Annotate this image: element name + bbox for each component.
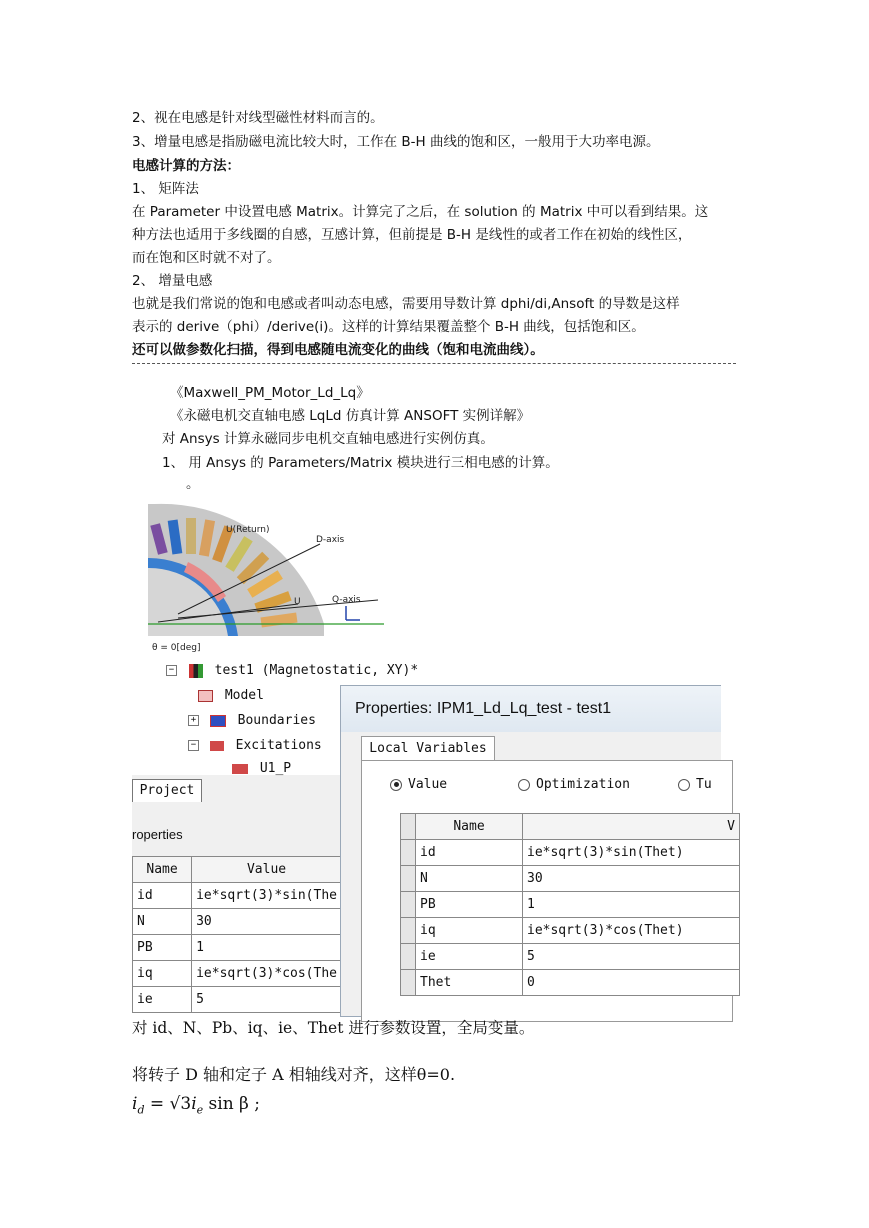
cell-value[interactable]: 30: [192, 909, 342, 935]
formula-id: [132, 1094, 260, 1116]
model-icon: [198, 690, 213, 702]
table-row[interactable]: [133, 909, 342, 935]
table-row[interactable]: [133, 935, 342, 961]
cell-name: Thet: [416, 970, 523, 996]
paragraph-incremental-inductance: 3、增量电感是指励磁电流比较大时，工作在 B-H 曲线的饱和区，一般用于大功率电源。: [132, 134, 660, 150]
radio-selected-icon: [390, 779, 402, 791]
cell-value[interactable]: 5: [192, 987, 342, 1013]
properties-panel-title: roperties: [132, 827, 183, 842]
cell-name: id: [416, 840, 523, 866]
tree-item-boundaries[interactable]: [188, 713, 316, 728]
cell-value[interactable]: ie*sqrt(3)*cos(Thet): [523, 918, 740, 944]
motor-axis-svg: [148, 496, 384, 654]
reference-period: 。: [186, 476, 200, 492]
tree-root-row[interactable]: [166, 663, 418, 678]
table-row[interactable]: [401, 866, 740, 892]
method1-line2: 种方法也适用于多线圈的自感，互感计算，但前提是 B-H 是线性的或者工作在初始的线性区，: [132, 227, 692, 243]
radio-unselected-icon: [518, 779, 530, 791]
radio-label: Optimization: [536, 777, 630, 792]
method1-line3: 而在饱和区时就不对了。: [132, 250, 281, 266]
row-header[interactable]: [401, 892, 416, 918]
dialog-body: [361, 760, 733, 1022]
row-header[interactable]: [401, 918, 416, 944]
analysis-icon: [189, 664, 203, 678]
cell-value[interactable]: 1: [523, 892, 740, 918]
tree-item-model[interactable]: [198, 688, 264, 703]
cell-name: N: [416, 866, 523, 892]
scan-note: 还可以做参数化扫描，得到电感随电流变化的曲线（饱和电流曲线）。: [132, 342, 544, 358]
local-variables-table: [400, 813, 740, 996]
method2-line1: 也就是我们常说的饱和电感或者叫动态电感，需要用导数计算 dphi/di,Ansoft 的导数是这样: [132, 296, 680, 312]
cell-name: ie: [133, 987, 192, 1013]
cell-value[interactable]: 1: [192, 935, 342, 961]
row-header[interactable]: [401, 944, 416, 970]
radio-unselected-icon: [678, 779, 690, 791]
reference-intro: 对 Ansys 计算永磁同步电机交直轴电感进行实例仿真。: [162, 431, 494, 447]
heading-calculation-method: 电感计算的方法：: [132, 158, 240, 174]
formula-sub-d: d: [137, 1103, 145, 1117]
cell-name: iq: [416, 918, 523, 944]
dashed-divider: [132, 363, 736, 364]
paragraph-apparent-inductance: 2、视在电感是针对线型磁性材料而言的。: [132, 110, 384, 126]
collapse-icon[interactable]: −: [166, 665, 177, 676]
row-header[interactable]: [401, 970, 416, 996]
label-u-return: U(Return): [226, 525, 270, 535]
row-header[interactable]: [401, 840, 416, 866]
tree-item-u1p[interactable]: [232, 761, 291, 776]
dialog-title: Properties: IPM1_Ld_Lq_test - test1: [355, 700, 612, 717]
tree-item-label: U1_P: [259, 761, 292, 776]
cell-value[interactable]: 0: [523, 970, 740, 996]
column-header-name: Name: [133, 857, 192, 883]
cell-value[interactable]: ie*sqrt(3)*cos(The: [192, 961, 342, 987]
table-row[interactable]: [401, 944, 740, 970]
table-row[interactable]: [133, 883, 342, 909]
cell-name: PB: [133, 935, 192, 961]
tab-local-variables[interactable]: Local Variables: [361, 736, 495, 761]
formula-i: i: [132, 1094, 138, 1114]
table-row[interactable]: [133, 961, 342, 987]
method2-title: 2、 增量电感: [132, 273, 213, 289]
parameter-setting-note: 对 id、N、Pb、iq、ie、Thet 进行参数设置，全局变量。: [132, 1019, 535, 1037]
column-header-value: V: [523, 814, 740, 840]
formula-sub-e: e: [196, 1103, 204, 1117]
reference-step-1: 1、 用 Ansys 的 Parameters/Matrix 模块进行三相电感的计算。: [162, 455, 559, 471]
tab-project[interactable]: Project: [132, 779, 202, 802]
method1-title: 1、 矩阵法: [132, 181, 199, 197]
table-row[interactable]: [401, 918, 740, 944]
tree-item-excitations[interactable]: [188, 738, 322, 753]
cell-value[interactable]: ie*sqrt(3)*sin(The: [192, 883, 342, 909]
formula-sin-beta: sin β ;: [203, 1094, 261, 1114]
column-header-name: Name: [416, 814, 523, 840]
radio-label: Tu: [696, 777, 712, 792]
maxwell-screenshot: [132, 657, 735, 1010]
label-theta: θ = 0[deg]: [152, 643, 201, 653]
tree-root-label: test1 (Magnetostatic, XY)*: [214, 663, 419, 678]
label-d-axis: D-axis: [316, 535, 345, 545]
cell-value[interactable]: 5: [523, 944, 740, 970]
label-q-axis: Q-axis: [332, 595, 361, 605]
table-row[interactable]: [401, 840, 740, 866]
excitations-icon: [210, 741, 224, 751]
left-properties-table: [132, 856, 342, 1013]
collapse-icon[interactable]: −: [188, 740, 199, 751]
motor-axis-diagram: [148, 496, 384, 654]
winding-icon: [232, 764, 248, 774]
tree-item-label: Excitations: [235, 738, 322, 753]
boundaries-icon: [210, 715, 226, 727]
reference-title-1: 《Maxwell_PM_Motor_Ld_Lq》: [170, 385, 370, 401]
column-header-value: Value: [192, 857, 342, 883]
label-u: U: [294, 597, 301, 607]
cell-name: ie: [416, 944, 523, 970]
reference-title-2: 《永磁电机交直轴电感 LqLd 仿真计算 ANSOFT 实例详解》: [170, 408, 531, 424]
cell-name: iq: [133, 961, 192, 987]
formula-equals-sqrt3: = √3: [144, 1094, 192, 1114]
axis-alignment-note: 将转子 D 轴和定子 A 相轴线对齐，这样θ=0.: [132, 1065, 456, 1084]
table-row[interactable]: [401, 892, 740, 918]
radio-tuning[interactable]: [678, 777, 712, 792]
properties-dialog: [340, 685, 735, 1017]
table-row[interactable]: [133, 987, 342, 1013]
cell-value[interactable]: 30: [523, 866, 740, 892]
radio-label: Value: [408, 777, 448, 792]
radio-optimization[interactable]: [518, 777, 630, 792]
expand-icon[interactable]: +: [188, 715, 199, 726]
dialog-title-bar[interactable]: [341, 686, 721, 732]
cell-name: id: [133, 883, 192, 909]
method2-line2: 表示的 derive（phi）/derive(i)。这样的计算结果覆盖整个 B-H 曲线，包括饱和区。: [132, 319, 645, 335]
cell-name: N: [133, 909, 192, 935]
cell-value[interactable]: ie*sqrt(3)*sin(Thet): [523, 840, 740, 866]
cell-name: PB: [416, 892, 523, 918]
method1-line1: 在 Parameter 中设置电感 Matrix。计算完了之后，在 solution 的 Matrix 中可以看到结果。这: [132, 204, 709, 220]
tree-item-label: Boundaries: [237, 713, 316, 728]
tree-item-label: Model: [224, 688, 264, 703]
radio-value[interactable]: [390, 777, 447, 792]
row-header[interactable]: [401, 866, 416, 892]
row-header-corner: [401, 814, 416, 840]
formula-i-e: i: [191, 1094, 197, 1114]
table-row[interactable]: [401, 970, 740, 996]
